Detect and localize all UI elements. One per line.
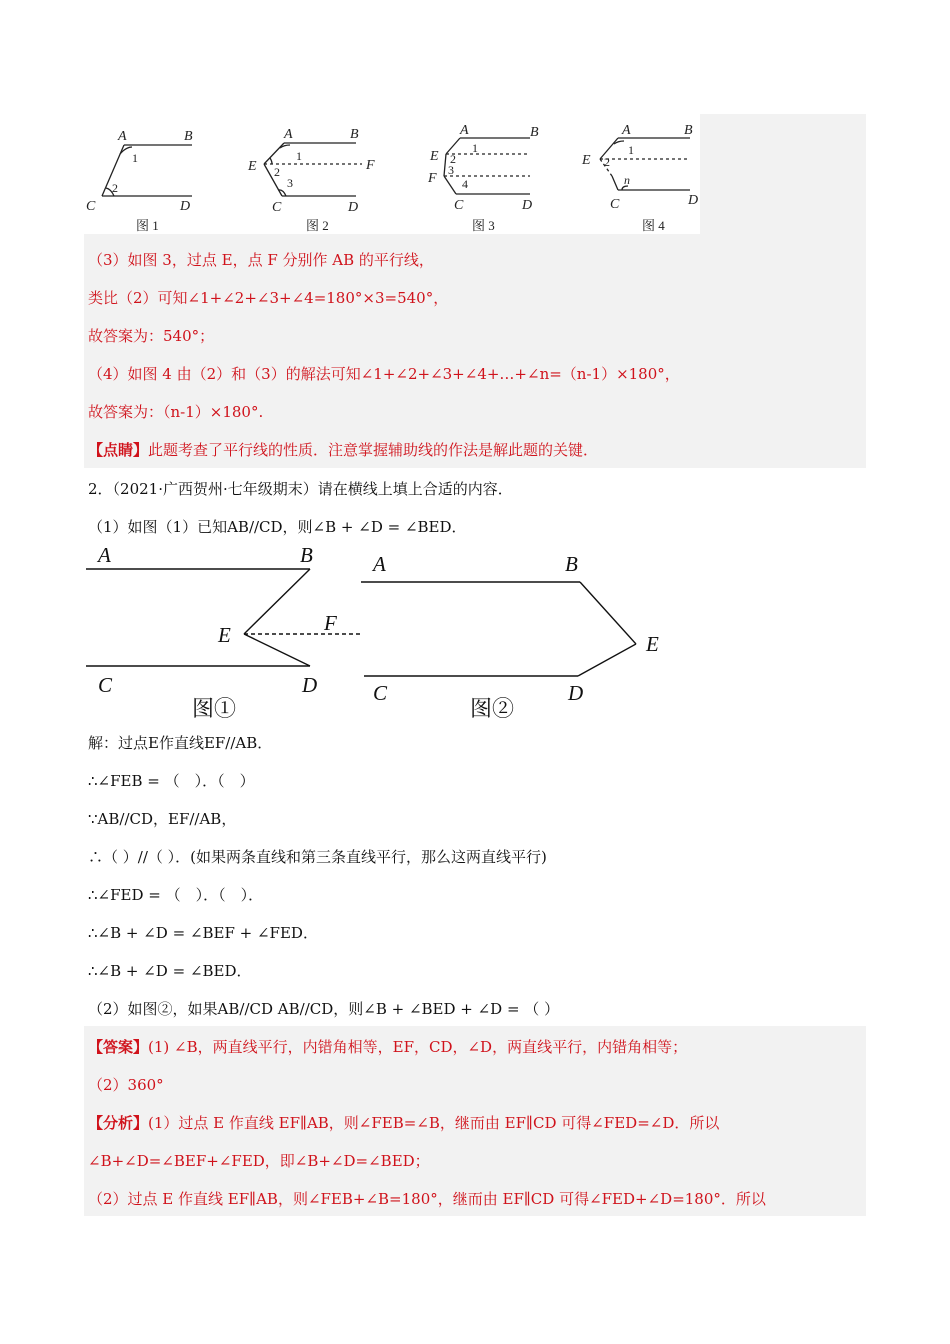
- analysis-tag: 【分析】: [88, 1114, 149, 1132]
- answer-line: [88, 1037, 687, 1057]
- fig3-angle-1: 1: [472, 141, 478, 155]
- question-2-title: 2．（2021·广西贺州·七年级期末）请在横线上填上合适的内容．: [88, 480, 513, 498]
- q2-fig1-label-F: F: [324, 611, 337, 635]
- figure-circle-2: [361, 582, 636, 676]
- answer-line-2: （2）360°: [88, 1076, 164, 1094]
- answer-540: 故答案为：540°；: [88, 327, 215, 345]
- fig1-label-B: B: [184, 129, 193, 144]
- fig4-label-A: A: [622, 123, 631, 138]
- q2-fig1-label-C: C: [98, 673, 113, 697]
- analysis-line-1: [88, 1113, 719, 1133]
- fig3-angle-4: 4: [462, 177, 468, 191]
- four-figures: [84, 114, 700, 234]
- analysis-line-2: ∠B+∠D=∠BEF+∠FED，即∠B+∠D=∠BED；: [88, 1152, 430, 1170]
- fig2-angle-3: 3: [287, 176, 293, 190]
- figure-circle-1: [86, 569, 360, 666]
- fig4-angle-1: 1: [628, 143, 634, 157]
- q2-fig2-caption: 图②: [470, 696, 515, 721]
- fig1-caption: 图 1: [136, 218, 159, 233]
- q2-fig1-label-E: E: [218, 623, 231, 647]
- answer-tag: 【答案】: [88, 1038, 149, 1056]
- fig2-angle-1: 1: [296, 149, 302, 163]
- q2-step-3: ∵AB//CD，EF//AB，: [88, 810, 237, 828]
- q2-fig1-label-A: A: [98, 543, 111, 567]
- q2-step-4: ∴（ ）//（ ）．(如果两条直线和第三条直线平行，那么这两直线平行): [88, 848, 547, 866]
- fig3-label-A: A: [460, 123, 469, 138]
- fig4-label-B: B: [684, 123, 693, 138]
- fig1-label-D: D: [180, 199, 191, 214]
- q2-fig2-label-B: B: [565, 552, 578, 576]
- question-2-part-1: （1）如图（1）已知AB//CD，则∠B + ∠D = ∠BED．: [88, 518, 467, 536]
- fig1-angle-1: 1: [132, 151, 138, 165]
- fig2-angle-2: 2: [274, 165, 280, 179]
- q2-fig1-caption: 图①: [192, 696, 237, 721]
- comment-tag: 【点睛】: [88, 441, 149, 459]
- q2-step-5: ∴∠FED = （ ）．（ ）．: [88, 886, 264, 904]
- q2-fig1-label-D: D: [302, 673, 318, 697]
- solution-line-4: （4）如图 4 由（2）和（3）的解法可知∠1+∠2+∠3+∠4+…+∠n=（n-1）×180°，: [88, 365, 680, 383]
- q2-fig2-label-C: C: [373, 681, 388, 705]
- fig4-label-E: E: [582, 153, 591, 168]
- fig2-label-D: D: [348, 200, 359, 215]
- fig3-label-E: E: [430, 149, 439, 164]
- fig4-caption: 图 4: [642, 218, 665, 233]
- fig3-label-C: C: [454, 198, 464, 213]
- fig2-caption: 图 2: [306, 218, 329, 233]
- fig2-label-C: C: [272, 200, 282, 215]
- fig4-label-C: C: [610, 197, 620, 212]
- q2-step-1: 解：过点E作直线EF//AB．: [88, 734, 273, 752]
- q2-fig1-label-B: B: [300, 543, 313, 567]
- fig1-label-A: A: [118, 129, 127, 144]
- analysis-line-3: （2）过点 E 作直线 EF∥AB，则∠FEB+∠B=180°，继而由 EF∥CD 可得∠FED+∠D=180°．所以: [88, 1190, 766, 1208]
- comment-text: 此题考查了平行线的性质．注意掌握辅助线的作法是解此题的关键．: [148, 441, 599, 459]
- q2-fig2-label-D: D: [568, 681, 584, 705]
- q2-step-6: ∴∠B + ∠D = ∠BEF + ∠FED．: [88, 924, 318, 942]
- fig4-label-D: D: [688, 193, 699, 208]
- solution-line-3: （3）如图 3，过点 E，点 F 分别作 AB 的平行线，: [88, 251, 434, 269]
- fig3-angle-3: 3: [448, 163, 454, 177]
- fig2-label-A: A: [284, 127, 293, 142]
- fig3-label-D: D: [522, 198, 533, 213]
- q2-fig2-label-A: A: [373, 552, 386, 576]
- fig1-angle-2: 2: [112, 181, 118, 195]
- answer-n-1: 故答案为：（n-1）×180°.: [88, 403, 264, 421]
- fig1-label-C: C: [86, 199, 96, 214]
- q2-step-2: ∴∠FEB = （ ）．（ ）: [88, 772, 255, 790]
- answer-text: (1) ∠B，两直线平行，内错角相等，EF，CD，∠D，两直线平行，内错角相等；: [148, 1038, 688, 1056]
- analysis-text-1: (1）过点 E 作直线 EF∥AB，则∠FEB=∠B，继而由 EF∥CD 可得∠FED=∠D．所以: [148, 1114, 720, 1132]
- fig4-angle-2: 2: [604, 155, 610, 169]
- solution-line-analogy: 类比（2）可知∠1+∠2+∠3+∠4=180°×3=540°，: [88, 289, 449, 307]
- fig2-label-F: F: [366, 158, 375, 173]
- fig3-label-B: B: [530, 125, 539, 140]
- comment-line: [88, 440, 598, 460]
- fig4-angle-n: n: [624, 173, 630, 187]
- q2-fig2-label-E: E: [646, 632, 659, 656]
- fig3-caption: 图 3: [472, 218, 495, 233]
- fig3-angle-2: 2: [450, 152, 456, 166]
- question-2-figures: [84, 540, 684, 725]
- fig2-label-E: E: [248, 159, 257, 174]
- q2-part-2: （2）如图②，如果AB//CD AB//CD，则∠B + ∠BED + ∠D = （ ）: [88, 1000, 560, 1018]
- fig3-label-F: F: [428, 171, 437, 186]
- fig2-label-B: B: [350, 127, 359, 142]
- q2-step-7: ∴∠B + ∠D = ∠BED．: [88, 962, 252, 980]
